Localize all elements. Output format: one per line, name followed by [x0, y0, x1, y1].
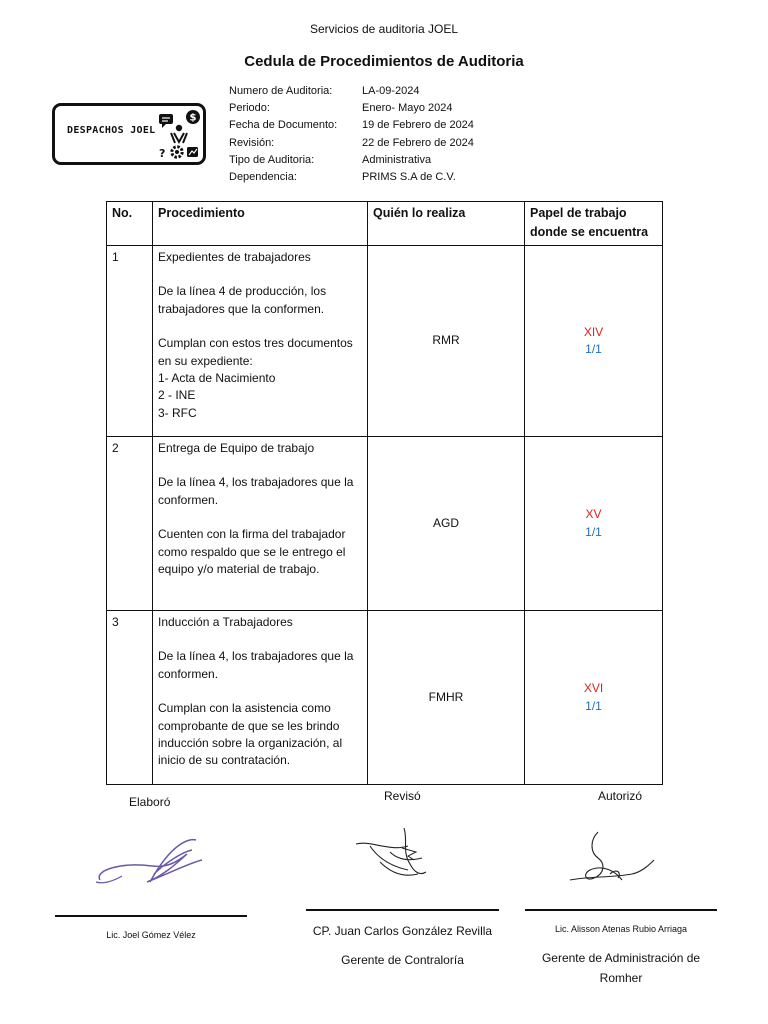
meta-value: 19 de Febrero de 2024: [362, 119, 474, 132]
meta-label: Tipo de Auditoria:: [229, 153, 315, 166]
procedure-title: Inducción a Trabajadores: [158, 615, 293, 629]
meta-row: [229, 83, 474, 100]
meta-label: Dependencia:: [229, 171, 297, 184]
meta-label: Periodo:: [229, 102, 270, 115]
reviso-position: Gerente de Contraloría: [341, 953, 464, 967]
svg-text:$: $: [189, 112, 197, 124]
signature-line-elaboro: [55, 915, 247, 917]
procedure-scope: De la línea 4, los trabajadores que la conformen.: [158, 475, 354, 507]
paper-cell: [525, 437, 663, 611]
procedure-title: Expedientes de trabajadores: [158, 250, 311, 264]
procedure-requirement: Cuenten con la firma del trabajador como respaldo que se le entrego el equipo y/o material de trabajo.: [158, 527, 346, 577]
meta-value: Administrativa: [362, 153, 432, 166]
row-no: 3: [107, 611, 153, 785]
paper-reference: XV: [585, 507, 602, 522]
signature-reviso: [350, 822, 440, 892]
meta-row: [229, 169, 474, 186]
meta-row: [229, 152, 474, 169]
table-row: [107, 611, 663, 785]
signature-line-autorizo: [525, 909, 717, 911]
table-row: [107, 246, 663, 437]
paper-page: 1/1: [585, 524, 602, 539]
procedure-cell: [153, 437, 368, 611]
row-no: 2: [107, 437, 153, 611]
meta-row: [229, 100, 474, 117]
header-no: No.: [107, 202, 153, 246]
paper-cell: [525, 246, 663, 437]
meta-value: 22 de Febrero de 2024: [362, 136, 474, 149]
meta-label: Revisión:: [229, 136, 275, 149]
procedure-cell: [153, 246, 368, 437]
meta-row: [229, 117, 474, 134]
meta-value: PRIMS S.A de C.V.: [362, 171, 456, 184]
paper-reference: XIV: [583, 324, 604, 339]
header-paper: Papel de trabajo donde se encuentra: [525, 202, 663, 246]
procedure-requirement: Cumplan con la asistencia como comprobante de que se les brindo inducción sobre la organización, al inicio de su contratación.: [158, 701, 343, 768]
list-item: 3- RFC: [158, 405, 197, 420]
list-item: 2 - INE: [158, 388, 196, 403]
meta-label: Fecha de Documento:: [229, 119, 338, 132]
autorizo-label: Autorizó: [598, 789, 643, 803]
procedure-title: Entrega de Equipo de trabajo: [158, 441, 315, 455]
header-procedure: Procedimiento: [153, 202, 368, 246]
procedure-scope: De la línea 4 de producción, los trabajadores que la conformen.: [158, 284, 327, 316]
table-row: [107, 437, 663, 611]
procedure-cell: [153, 611, 368, 785]
table-header-row: [107, 202, 663, 246]
row-no: 1: [107, 246, 153, 437]
procedure-scope: De la línea 4, los trabajadores que la conformen.: [158, 649, 354, 681]
who-cell: FMHR: [368, 611, 525, 785]
meta-value: LA-09-2024: [362, 85, 420, 97]
paper-page: 1/1: [585, 342, 602, 356]
meta-value: Enero- Mayo 2024: [362, 102, 453, 115]
signature-autorizo: [560, 828, 660, 894]
meta-label: Numero de Auditoria:: [229, 85, 333, 97]
list-item: 1- Acta de Nacimiento: [158, 371, 276, 386]
paper-reference: XVI: [583, 681, 604, 696]
paper-cell: [525, 611, 663, 785]
company-logo: [52, 103, 206, 165]
svg-text:?: ?: [159, 147, 166, 160]
procedures-table: [106, 201, 663, 785]
header-who: Quién lo realiza: [368, 202, 525, 246]
logo-text: DESPACHOS JOEL: [67, 125, 156, 136]
meta-row: [229, 135, 474, 152]
elaboro-name: Lic. Joel Gómez Vélez: [106, 930, 196, 940]
signature-elaboro: [92, 832, 212, 890]
reviso-name: CP. Juan Carlos González Revilla: [312, 924, 493, 938]
reviso-label: Revisó: [384, 789, 421, 803]
autorizo-name: Lic. Alisson Atenas Rubio Arriaga: [554, 924, 688, 934]
company-name: Servicios de auditoria JOEL: [309, 22, 459, 36]
paper-page: 1/1: [585, 698, 602, 713]
who-cell: RMR: [368, 246, 525, 437]
autorizo-position: Gerente de Administración de Romher: [541, 951, 701, 985]
business-gears-icon: [157, 109, 205, 163]
who-cell: AGD: [368, 437, 525, 611]
document-title: Cedula de Procedimientos de Auditoria: [244, 53, 524, 70]
elaboro-label: Elaboró: [129, 795, 171, 809]
audit-metadata: [229, 83, 474, 186]
procedure-requirement: Cumplan con estos tres documentos en su expediente:: [158, 336, 353, 368]
signature-line-reviso: [306, 909, 499, 911]
